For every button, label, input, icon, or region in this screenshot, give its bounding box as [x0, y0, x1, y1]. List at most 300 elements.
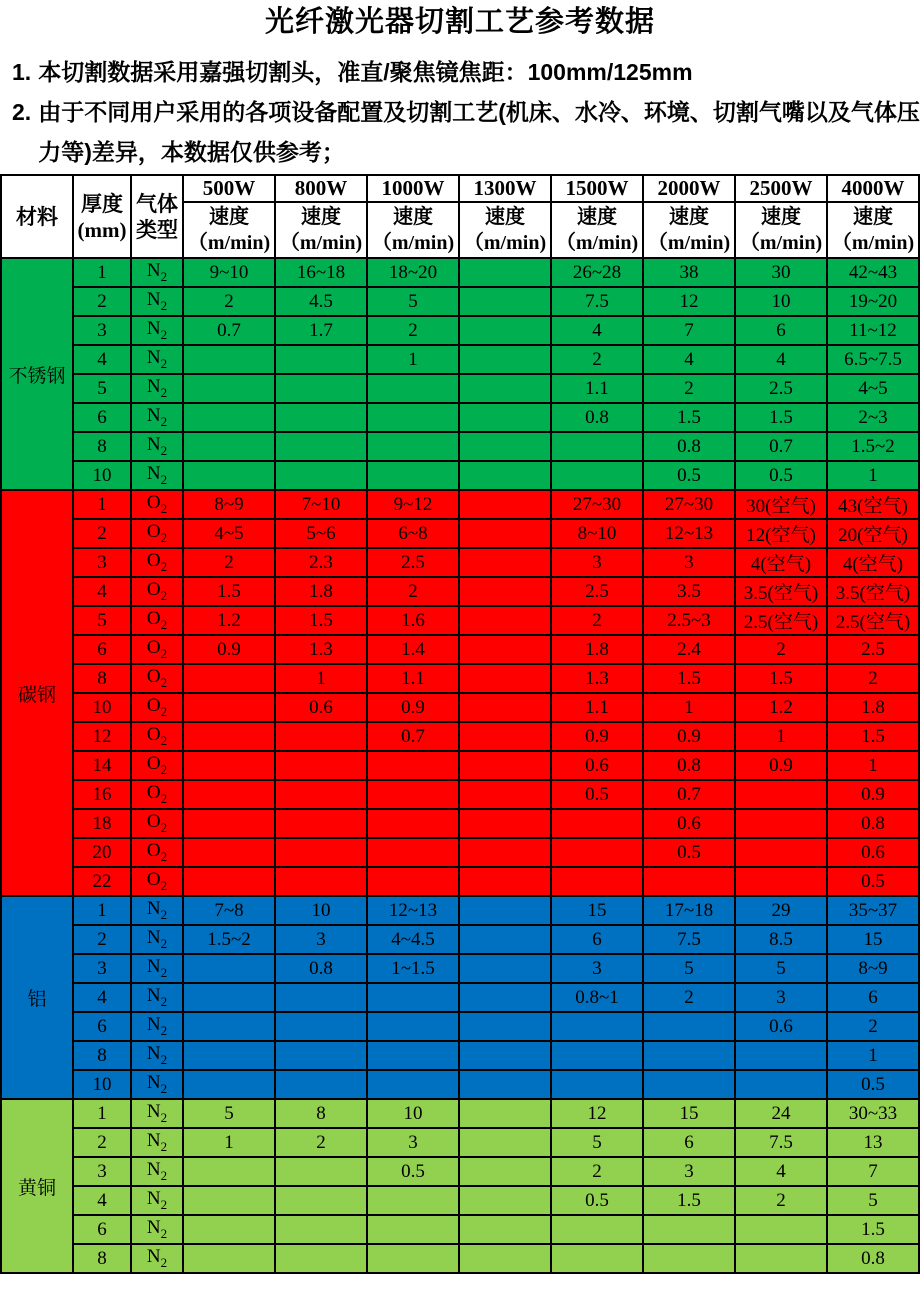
speed-unit-header: 速度 （m/min) — [643, 202, 735, 258]
speed-cell — [551, 867, 643, 896]
speed-cell — [643, 1215, 735, 1244]
table-row — [1, 838, 919, 867]
thickness-cell: 5 — [73, 374, 131, 403]
speed-cell — [183, 838, 275, 867]
speed-cell: 3 — [643, 548, 735, 577]
speed-cell: 0.8 — [275, 954, 367, 983]
table-row — [1, 374, 919, 403]
table-row — [1, 1215, 919, 1244]
thickness-cell: 2 — [73, 925, 131, 954]
speed-cell — [459, 1070, 551, 1099]
speed-unit-header: 速度 （m/min) — [551, 202, 643, 258]
speed-cell: 1.5 — [827, 1215, 919, 1244]
thickness-cell: 20 — [73, 838, 131, 867]
speed-cell: 4 — [735, 1157, 827, 1186]
thickness-header-line-1: 厚度 — [81, 191, 123, 216]
speed-cell: 30(空气) — [735, 490, 827, 519]
gas-type-cell: $O_2$ — [131, 577, 183, 606]
speed-unit-header: 速度 （m/min) — [183, 202, 275, 258]
speed-cell: 8~9 — [827, 954, 919, 983]
table-row — [1, 548, 919, 577]
speed-cell — [459, 1186, 551, 1215]
speed-cell: 6 — [735, 316, 827, 345]
speed-cell — [183, 1041, 275, 1070]
speed-cell: 1.8 — [551, 635, 643, 664]
speed-cell: 12 — [643, 287, 735, 316]
speed-cell: 43(空气) — [827, 490, 919, 519]
table-row — [1, 809, 919, 838]
speed-cell: 29 — [735, 896, 827, 925]
speed-cell — [275, 1070, 367, 1099]
speed-cell — [367, 1070, 459, 1099]
speed-cell: 6 — [643, 1128, 735, 1157]
speed-cell: 4 — [551, 316, 643, 345]
speed-cell — [459, 1099, 551, 1128]
speed-unit-header: 速度 （m/min) — [735, 202, 827, 258]
speed-cell: 8~9 — [183, 490, 275, 519]
speed-cell — [275, 403, 367, 432]
table-row — [1, 403, 919, 432]
speed-cell: 13 — [827, 1128, 919, 1157]
speed-cell: 0.6 — [735, 1012, 827, 1041]
cutting-speed-table — [0, 174, 920, 1274]
table-row — [1, 1157, 919, 1186]
table-row — [1, 780, 919, 809]
speed-cell: 1.5 — [643, 1186, 735, 1215]
speed-cell — [183, 867, 275, 896]
speed-cell — [275, 1012, 367, 1041]
gas-type-cell: $N_2$ — [131, 258, 183, 287]
table-row — [1, 316, 919, 345]
speed-cell: 1.7 — [275, 316, 367, 345]
note-1 — [12, 52, 920, 92]
speed-cell — [367, 780, 459, 809]
speed-cell: 0.8~1 — [551, 983, 643, 1012]
speed-cell: 2.5 — [735, 374, 827, 403]
gas-type-cell: $N_2$ — [131, 1128, 183, 1157]
thickness-cell: 2 — [73, 519, 131, 548]
table-row — [1, 490, 919, 519]
speed-unit-header: 速度 （m/min) — [827, 202, 919, 258]
speed-cell: 1.5 — [643, 664, 735, 693]
thickness-cell: 3 — [73, 548, 131, 577]
speed-cell: 24 — [735, 1099, 827, 1128]
thickness-cell: 6 — [73, 635, 131, 664]
speed-cell: 30~33 — [827, 1099, 919, 1128]
gas-type-cell: $O_2$ — [131, 635, 183, 664]
speed-cell — [183, 345, 275, 374]
speed-cell: 15 — [551, 896, 643, 925]
speed-cell: 7~8 — [183, 896, 275, 925]
speed-cell: 0.8 — [551, 403, 643, 432]
speed-cell — [275, 722, 367, 751]
speed-cell — [367, 1244, 459, 1273]
speed-cell: 1.5 — [275, 606, 367, 635]
thickness-cell: 12 — [73, 722, 131, 751]
speed-cell — [459, 954, 551, 983]
speed-cell — [551, 1012, 643, 1041]
table-row — [1, 461, 919, 490]
thickness-cell: 8 — [73, 664, 131, 693]
speed-cell: 10 — [367, 1099, 459, 1128]
speed-cell: 1.8 — [827, 693, 919, 722]
speed-cell: 3.5(空气) — [827, 577, 919, 606]
table-row — [1, 1244, 919, 1273]
gas-type-cell: $N_2$ — [131, 954, 183, 983]
speed-cell — [735, 1041, 827, 1070]
speed-cell: 4(空气) — [735, 548, 827, 577]
speed-cell: 5 — [827, 1186, 919, 1215]
gas-type-cell: $O_2$ — [131, 519, 183, 548]
speed-cell: 2 — [827, 1012, 919, 1041]
speed-cell: 1.5 — [735, 664, 827, 693]
speed-cell: 4 — [735, 345, 827, 374]
note-2-line-2: 力等)差异，本数据仅供参考； — [38, 139, 345, 165]
note-1-text — [38, 52, 920, 92]
speed-cell: 4 — [643, 345, 735, 374]
speed-cell — [459, 519, 551, 548]
thickness-cell: 22 — [73, 867, 131, 896]
gas-type-cell: $N_2$ — [131, 432, 183, 461]
speed-cell: 2.5 — [551, 577, 643, 606]
speed-cell: 0.9 — [183, 635, 275, 664]
speed-cell — [275, 345, 367, 374]
thickness-cell: 16 — [73, 780, 131, 809]
speed-cell: 5 — [367, 287, 459, 316]
gas-type-cell: $O_2$ — [131, 780, 183, 809]
gas-type-cell: $O_2$ — [131, 809, 183, 838]
speed-cell: 0.5 — [643, 838, 735, 867]
speed-cell — [459, 1128, 551, 1157]
speed-cell: 1.6 — [367, 606, 459, 635]
speed-cell — [551, 1215, 643, 1244]
power-column-header: 800W — [275, 175, 367, 202]
speed-cell: 0.8 — [827, 809, 919, 838]
note-1-line-1: 本切割数据采用嘉强切割头，准直/聚焦镜焦距：100mm/125mm — [38, 59, 693, 85]
speed-cell — [183, 374, 275, 403]
speed-cell: 2.5 — [827, 635, 919, 664]
speed-cell — [643, 1070, 735, 1099]
speed-cell: 42~43 — [827, 258, 919, 287]
header-row-powers — [1, 175, 919, 202]
speed-cell — [735, 867, 827, 896]
gas-type-cell: $N_2$ — [131, 374, 183, 403]
speed-cell — [183, 983, 275, 1012]
speed-cell: 0.6 — [643, 809, 735, 838]
speed-cell — [459, 432, 551, 461]
note-1-marker: 1. — [12, 59, 32, 85]
speed-cell: 2.5(空气) — [827, 606, 919, 635]
thickness-cell: 3 — [73, 316, 131, 345]
speed-cell — [459, 490, 551, 519]
speed-cell: 9~10 — [183, 258, 275, 287]
speed-cell: 12 — [551, 1099, 643, 1128]
table-row — [1, 1186, 919, 1215]
speed-cell — [459, 374, 551, 403]
speed-cell — [367, 983, 459, 1012]
thickness-cell: 10 — [73, 461, 131, 490]
speed-cell — [735, 780, 827, 809]
thickness-cell: 4 — [73, 345, 131, 374]
gas-type-cell: $O_2$ — [131, 722, 183, 751]
gas-header-line-1: 气体 — [136, 191, 178, 216]
speed-cell: 26~28 — [551, 258, 643, 287]
gas-header-line-2: 类型 — [136, 217, 178, 242]
table-row — [1, 1128, 919, 1157]
thickness-cell: 4 — [73, 1186, 131, 1215]
speed-cell: 1 — [827, 461, 919, 490]
speed-cell: 1.3 — [275, 635, 367, 664]
thickness-cell: 2 — [73, 287, 131, 316]
speed-cell: 38 — [643, 258, 735, 287]
speed-cell — [459, 258, 551, 287]
speed-cell: 1 — [183, 1128, 275, 1157]
speed-cell: 1 — [735, 722, 827, 751]
speed-cell — [459, 838, 551, 867]
speed-cell: 0.6 — [827, 838, 919, 867]
speed-cell — [275, 374, 367, 403]
speed-cell — [459, 1215, 551, 1244]
speed-unit-header: 速度 （m/min) — [459, 202, 551, 258]
speed-cell — [551, 1041, 643, 1070]
table-row — [1, 1070, 919, 1099]
speed-cell: 2.5(空气) — [735, 606, 827, 635]
speed-cell — [275, 461, 367, 490]
speed-cell: 19~20 — [827, 287, 919, 316]
speed-cell — [367, 374, 459, 403]
speed-cell — [643, 1012, 735, 1041]
gas-type-cell: $O_2$ — [131, 751, 183, 780]
gas-type-cell: $N_2$ — [131, 1012, 183, 1041]
gas-type-cell: $N_2$ — [131, 1244, 183, 1273]
speed-cell — [459, 925, 551, 954]
speed-cell: 1.5 — [643, 403, 735, 432]
gas-type-cell: $O_2$ — [131, 838, 183, 867]
speed-cell — [275, 1157, 367, 1186]
speed-cell — [643, 1244, 735, 1273]
speed-cell — [459, 461, 551, 490]
gas-type-cell: $O_2$ — [131, 867, 183, 896]
gas-type-cell: $O_2$ — [131, 606, 183, 635]
speed-cell: 4(空气) — [827, 548, 919, 577]
table-row — [1, 258, 919, 287]
speed-cell: 3 — [367, 1128, 459, 1157]
speed-cell: 11~12 — [827, 316, 919, 345]
table-row — [1, 722, 919, 751]
speed-cell — [183, 693, 275, 722]
speed-cell: 0.9 — [367, 693, 459, 722]
gas-type-cell: $N_2$ — [131, 1157, 183, 1186]
speed-cell: 5~6 — [275, 519, 367, 548]
speed-cell — [735, 1215, 827, 1244]
speed-cell — [275, 1186, 367, 1215]
speed-cell: 0.5 — [367, 1157, 459, 1186]
speed-cell — [183, 403, 275, 432]
speed-cell: 5 — [551, 1128, 643, 1157]
speed-cell: 20(空气) — [827, 519, 919, 548]
thickness-cell: 3 — [73, 1157, 131, 1186]
table-row — [1, 664, 919, 693]
speed-cell — [275, 432, 367, 461]
table-row — [1, 1099, 919, 1128]
speed-cell — [275, 751, 367, 780]
speed-cell: 0.8 — [643, 432, 735, 461]
speed-cell — [459, 1012, 551, 1041]
speed-cell — [459, 548, 551, 577]
speed-cell: 0.9 — [551, 722, 643, 751]
gas-type-cell: $N_2$ — [131, 1070, 183, 1099]
speed-cell: 1.1 — [367, 664, 459, 693]
power-column-header: 4000W — [827, 175, 919, 202]
speed-cell: 2 — [183, 548, 275, 577]
speed-cell: 4.5 — [275, 287, 367, 316]
power-column-header: 2000W — [643, 175, 735, 202]
table-row — [1, 1041, 919, 1070]
speed-cell — [367, 1215, 459, 1244]
power-column-header: 1300W — [459, 175, 551, 202]
material-column-header: 材料 — [1, 175, 73, 258]
gas-column-header — [131, 175, 183, 258]
notes — [0, 52, 920, 172]
power-column-header: 1500W — [551, 175, 643, 202]
speed-cell — [183, 751, 275, 780]
speed-cell: 0.9 — [643, 722, 735, 751]
note-2-text — [38, 92, 920, 172]
gas-type-cell: $N_2$ — [131, 1215, 183, 1244]
speed-cell: 1.1 — [551, 374, 643, 403]
speed-cell — [459, 867, 551, 896]
speed-cell: 1.5~2 — [827, 432, 919, 461]
speed-cell — [459, 316, 551, 345]
speed-cell: 2.3 — [275, 548, 367, 577]
speed-cell: 2 — [367, 577, 459, 606]
speed-cell: 27~30 — [643, 490, 735, 519]
speed-cell — [275, 1215, 367, 1244]
speed-cell — [643, 867, 735, 896]
speed-cell — [459, 1041, 551, 1070]
speed-cell — [183, 954, 275, 983]
speed-cell: 35~37 — [827, 896, 919, 925]
speed-cell: 2~3 — [827, 403, 919, 432]
thickness-cell: 8 — [73, 1244, 131, 1273]
speed-cell: 1.5 — [827, 722, 919, 751]
speed-cell — [459, 345, 551, 374]
speed-cell: 2 — [735, 1186, 827, 1215]
speed-cell: 2 — [551, 606, 643, 635]
table-row — [1, 635, 919, 664]
gas-type-cell: $N_2$ — [131, 316, 183, 345]
speed-cell — [459, 809, 551, 838]
speed-cell: 6 — [551, 925, 643, 954]
speed-cell — [459, 751, 551, 780]
speed-cell: 1.2 — [735, 693, 827, 722]
table-row — [1, 577, 919, 606]
note-2 — [12, 92, 920, 172]
gas-type-cell: $N_2$ — [131, 1186, 183, 1215]
speed-cell: 1 — [275, 664, 367, 693]
thickness-cell: 5 — [73, 606, 131, 635]
speed-cell: 0.6 — [275, 693, 367, 722]
speed-cell: 10 — [275, 896, 367, 925]
table-row — [1, 345, 919, 374]
speed-cell — [183, 1070, 275, 1099]
speed-cell: 15 — [827, 925, 919, 954]
speed-cell — [275, 1041, 367, 1070]
speed-cell: 6~8 — [367, 519, 459, 548]
speed-cell: 7.5 — [551, 287, 643, 316]
table-row — [1, 693, 919, 722]
speed-cell: 27~30 — [551, 490, 643, 519]
thickness-cell: 1 — [73, 490, 131, 519]
speed-cell: 18~20 — [367, 258, 459, 287]
table-row — [1, 1012, 919, 1041]
note-2-line-1: 由于不同用户采用的各项设备配置及切割工艺(机床、水冷、环境、切割气嘴以及气体压 — [38, 99, 920, 125]
speed-cell: 1.5 — [183, 577, 275, 606]
speed-cell — [367, 1012, 459, 1041]
speed-cell: 3 — [551, 954, 643, 983]
speed-cell: 0.7 — [367, 722, 459, 751]
speed-cell — [551, 461, 643, 490]
thickness-cell: 6 — [73, 1215, 131, 1244]
speed-cell — [459, 693, 551, 722]
speed-cell — [459, 577, 551, 606]
speed-cell: 0.5 — [643, 461, 735, 490]
thickness-cell: 8 — [73, 1041, 131, 1070]
thickness-cell: 3 — [73, 954, 131, 983]
page-title: 光纤激光器切割工艺参考数据 — [264, 6, 655, 38]
speed-cell: 3.5 — [643, 577, 735, 606]
speed-cell — [183, 722, 275, 751]
speed-cell — [735, 838, 827, 867]
speed-cell: 0.5 — [551, 1186, 643, 1215]
speed-cell — [183, 1244, 275, 1273]
thickness-cell: 2 — [73, 1128, 131, 1157]
speed-cell: 1~1.5 — [367, 954, 459, 983]
speed-cell: 15 — [643, 1099, 735, 1128]
speed-cell: 8 — [275, 1099, 367, 1128]
speed-cell — [551, 838, 643, 867]
material-cell: 不锈钢 — [1, 258, 73, 490]
speed-cell — [183, 780, 275, 809]
gas-type-cell: $O_2$ — [131, 664, 183, 693]
gas-type-cell: $N_2$ — [131, 983, 183, 1012]
table-row — [1, 983, 919, 1012]
gas-type-cell: $N_2$ — [131, 403, 183, 432]
speed-cell — [183, 1157, 275, 1186]
speed-cell: 3.5(空气) — [735, 577, 827, 606]
gas-type-cell: $O_2$ — [131, 548, 183, 577]
speed-cell — [551, 1070, 643, 1099]
speed-cell: 2 — [827, 664, 919, 693]
power-column-header: 1000W — [367, 175, 459, 202]
speed-cell — [367, 432, 459, 461]
speed-cell: 0.5 — [827, 1070, 919, 1099]
table-row — [1, 925, 919, 954]
speed-cell — [459, 287, 551, 316]
speed-cell — [459, 606, 551, 635]
speed-cell: 0.7 — [735, 432, 827, 461]
power-column-header: 500W — [183, 175, 275, 202]
speed-cell — [183, 461, 275, 490]
speed-cell — [367, 751, 459, 780]
gas-type-cell: $N_2$ — [131, 461, 183, 490]
thickness-cell: 8 — [73, 432, 131, 461]
speed-cell — [367, 403, 459, 432]
material-cell: 铝 — [1, 896, 73, 1099]
speed-cell — [275, 1244, 367, 1273]
speed-cell: 0.5 — [735, 461, 827, 490]
speed-cell: 4~5 — [183, 519, 275, 548]
